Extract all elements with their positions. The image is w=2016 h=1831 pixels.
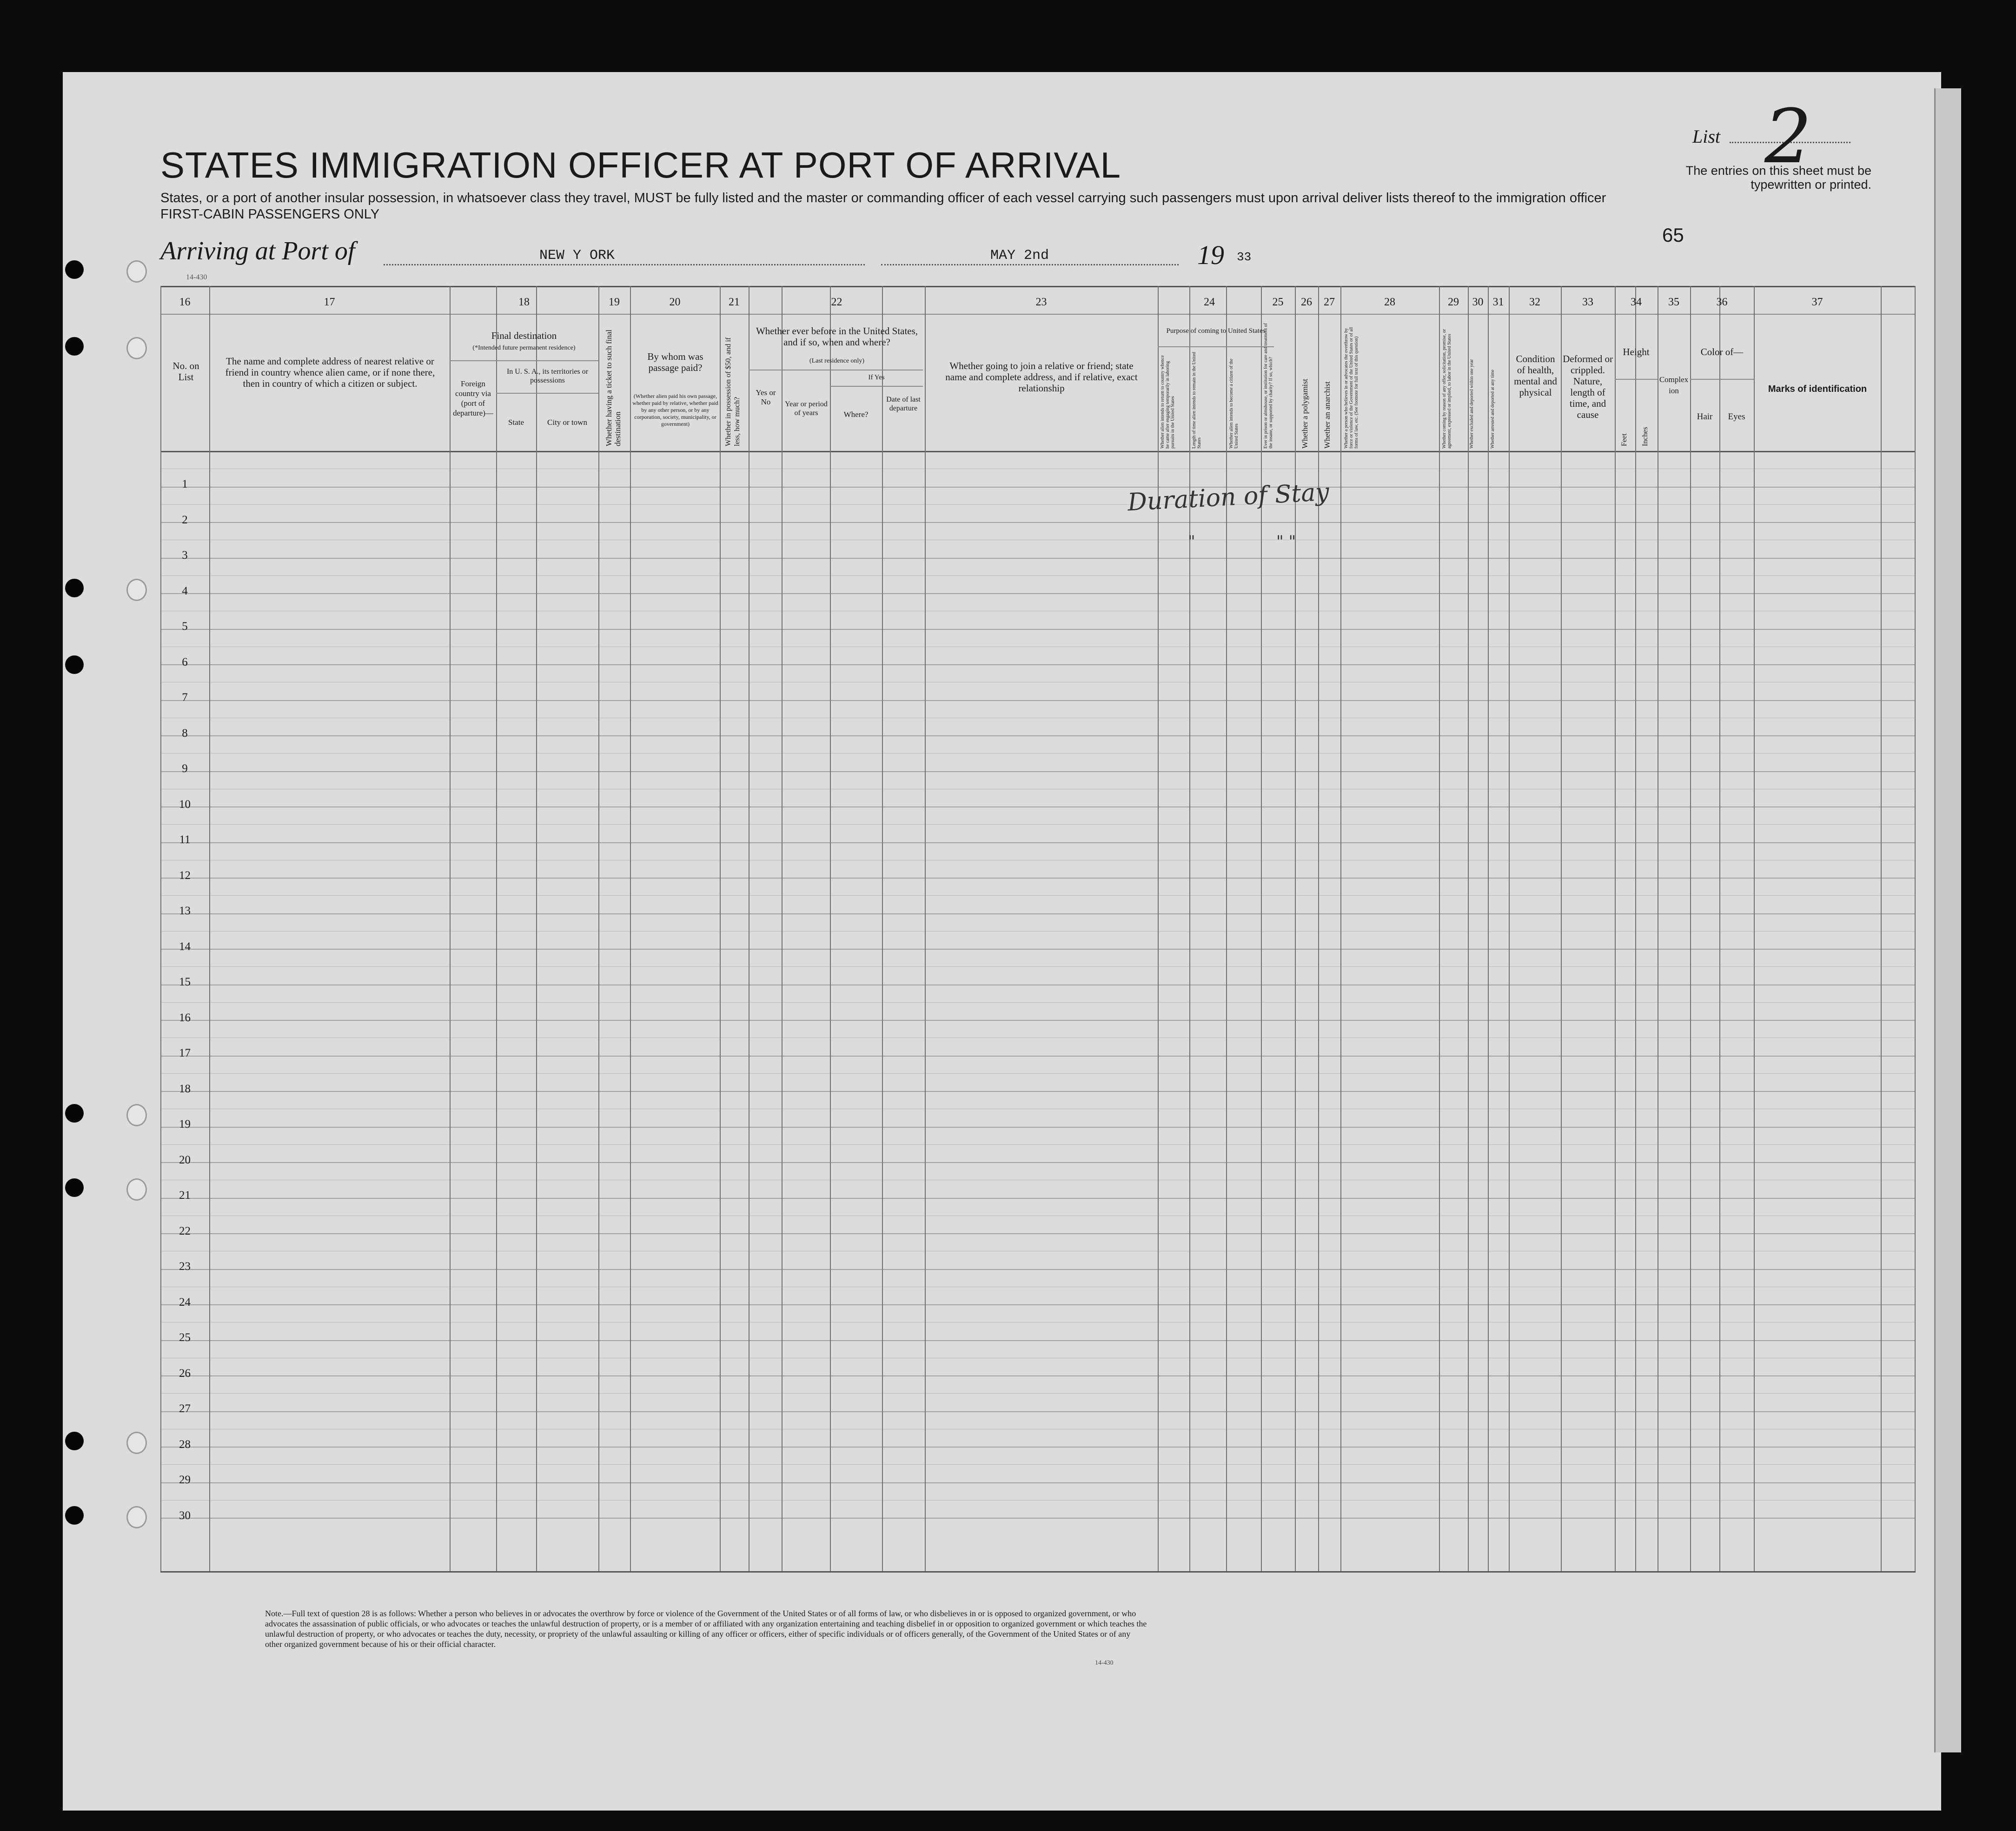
row-number: 26 (179, 1367, 191, 1380)
row-number: 21 (179, 1189, 191, 1202)
typewriter-note: The entries on this sheet must be typewritten or printed. (1685, 164, 1871, 192)
row-number: 19 (179, 1118, 191, 1130)
header-feet: Feet (1620, 433, 1628, 446)
header-where: Where? (843, 410, 869, 419)
port-field: NEW Y ORK (539, 248, 615, 264)
row-number: 4 (182, 584, 188, 597)
row-rule (160, 842, 1916, 843)
header-eyes: Eyes (1728, 412, 1745, 422)
row-number: 23 (179, 1260, 191, 1273)
column-number: 26 (1301, 296, 1312, 308)
header-purpose-length: Length of time alien intends to remain in the United States (1192, 351, 1202, 449)
row-rule (160, 878, 1916, 879)
header-yes-no: Yes or No (756, 388, 776, 406)
header-arrested: Whether arrested and deported at any time (1490, 370, 1495, 449)
row-number: 10 (179, 798, 191, 811)
manifest-table (160, 286, 1916, 1571)
footnote-form-code: 14-430 (1095, 1659, 1114, 1666)
column-number: 36 (1716, 296, 1728, 308)
header-excluded: Whether excluded and deported within one year (1469, 359, 1474, 449)
row-rule (160, 1056, 1916, 1057)
binder-hole (65, 260, 84, 279)
row-number: 18 (179, 1082, 191, 1095)
row-rule (160, 1091, 1916, 1092)
row-rule (160, 1198, 1916, 1199)
header-final-destination: Final destination (491, 330, 557, 341)
column-number: 22 (831, 296, 842, 308)
column-number: 30 (1472, 296, 1484, 308)
header-purpose-citizen: Whether alien intends to become a citizen of the United States (1229, 358, 1239, 449)
header-before-in-us: Whether ever before in the United States, and if so, when and where? (756, 325, 918, 348)
arriving-label: Arriving at Port of (160, 237, 355, 265)
binder-hole (65, 1178, 84, 1197)
row-rule (160, 522, 1916, 523)
binder-ring (126, 1432, 147, 1454)
guide-rule (160, 966, 1916, 967)
header-state: State (508, 418, 524, 427)
row-rule (160, 593, 1916, 594)
header-final-destination-note: (*Intended future permanent residence) (472, 344, 576, 351)
row-rule (160, 1340, 1916, 1341)
row-number: 3 (182, 549, 188, 562)
row-number: 30 (179, 1509, 191, 1522)
header-before-note: (Last residence only) (809, 357, 865, 364)
row-rule (160, 1482, 1916, 1483)
guide-rule (160, 1393, 1916, 1394)
header-inches: Inches (1641, 427, 1649, 446)
header-years: Year or period of years (785, 400, 828, 417)
row-rule (160, 1020, 1916, 1021)
row-number: 27 (179, 1402, 191, 1415)
date-field: MAY 2nd (990, 248, 1049, 264)
list-number: 2 (1764, 93, 1812, 180)
header-height: Height (1623, 346, 1650, 357)
header-nearest-relative: The name and complete address of nearest relative or friend in country whence alien came, or if none there, then in country of which a citizen or subject. (225, 356, 435, 389)
guide-rule (160, 1144, 1916, 1145)
header-color: Color of— (1700, 346, 1744, 357)
binder-ring (126, 260, 147, 283)
cabin-class-label: FIRST-CABIN PASSENGERS ONLY (160, 207, 380, 222)
guide-rule (160, 504, 1916, 505)
row-number: 6 (182, 655, 188, 668)
row-number: 24 (179, 1296, 191, 1309)
row-rule (160, 1233, 1916, 1234)
guide-rule (160, 931, 1916, 932)
header-passage-paid: By whom was passage paid? (647, 351, 703, 373)
header-city: City or town (547, 418, 587, 427)
row-number: 17 (179, 1047, 191, 1059)
row-number: 29 (179, 1474, 191, 1486)
guide-rule (160, 575, 1916, 576)
row-number: 20 (179, 1153, 191, 1166)
header-deformed: Deformed or crippled. Nature, length of time, and cause (1563, 353, 1613, 420)
column-number: 18 (518, 296, 530, 308)
row-number: 2 (182, 513, 188, 526)
row-number: 16 (179, 1011, 191, 1024)
column-number: 17 (324, 296, 335, 308)
binder-hole (65, 579, 84, 597)
guide-rule (160, 1002, 1916, 1003)
instructions-text: States, or a port of another insular possession, in whatsoever class they travel, MUST be fully listed and the master or commanding officer of each vessel carrying such passengers must upon arrival deliver lists thereof to the immigration officer (160, 191, 1606, 205)
port-field-line (384, 264, 865, 265)
column-number: 23 (1035, 296, 1047, 308)
sheet-number: 65 (1662, 224, 1684, 246)
binder-ring (126, 1178, 147, 1201)
year-prefix: 19 (1197, 240, 1224, 270)
row-rule (160, 487, 1916, 488)
binder-hole (65, 1506, 84, 1525)
column-number: 29 (1448, 296, 1459, 308)
header-passage-note: (Whether alien paid his own passage, whether paid by relative, whether paid by any other person, or by any corporation, society, municipality, or government) (632, 393, 718, 427)
header-no-on-list: No. on List (172, 360, 199, 383)
binder-hole (65, 1104, 84, 1123)
row-rule (160, 1127, 1916, 1128)
row-number: 9 (182, 762, 188, 775)
row-number: 5 (182, 620, 188, 633)
row-rule (160, 913, 1916, 914)
header-in-usa: In U. S. A., its territories or possessions (506, 368, 589, 384)
footnote: Note.—Full text of question 28 is as follows: Whether a person who believes in or advocates the overthrow by force or violence of the Government of the United States or of all forms of law, or who disbelieves in or is opposed to organized government, or who advocates the assassination of public officials, or who advocates or teaches the unlawful destruction of property, or is a member of or affiliated with any organization entertaining and teaching disbelief in or opposition to organized government or which teaches the unlawful destruction of property, or who advocates or teaches the duty, necessity, or propriety of the unlawful assaulting or killing of any officer or officers, either of specific individuals or of officers generally, of the Government of the United States or of any other organized government because of his or their official character. (265, 1609, 1147, 1649)
row-number: 14 (179, 940, 191, 953)
guide-rule (160, 824, 1916, 825)
row-rule (160, 1269, 1916, 1270)
row-rule (160, 1518, 1916, 1519)
column-number: 33 (1582, 296, 1593, 308)
row-rule (160, 806, 1916, 807)
header-if-yes: If Yes (868, 374, 885, 381)
row-rule (160, 735, 1916, 736)
row-number: 22 (179, 1224, 191, 1237)
row-rule (160, 1411, 1916, 1412)
row-number: 12 (179, 869, 191, 882)
header-purpose-return: Whether alien intends to return to country whence he came after engaging temporarily in laboring pursuits in the United States (1160, 355, 1175, 449)
row-number: 11 (179, 833, 191, 846)
guide-rule (160, 1073, 1916, 1074)
header-anarchist: Whether an anarchist (1323, 381, 1332, 449)
header-last-departure: Date of last departure (886, 396, 921, 412)
sheet-edge (1934, 88, 1961, 1752)
binder-ring (126, 579, 147, 601)
guide-rule (160, 753, 1916, 754)
column-number: 16 (179, 296, 191, 308)
list-label: List (1692, 126, 1721, 147)
row-rule (160, 664, 1916, 665)
column-number: 31 (1492, 296, 1504, 308)
header-marks: Marks of identification (1768, 384, 1867, 394)
column-number: 28 (1384, 296, 1395, 308)
column-number: 32 (1529, 296, 1540, 308)
row-number: 8 (182, 727, 188, 740)
header-foreign-country: Foreign country via (port of departure)— (453, 379, 493, 417)
column-number: 20 (669, 296, 681, 308)
row-rule (160, 700, 1916, 701)
column-number: 34 (1631, 296, 1642, 308)
header-prison: Ever in prison or almshouse, or institution for care and treatment of the insane, or supported by charity? If so, which? (1263, 323, 1273, 449)
row-rule (160, 1447, 1916, 1448)
column-number: 37 (1811, 296, 1823, 308)
row-number: 13 (179, 905, 191, 917)
binder-ring (126, 1104, 147, 1126)
column-number: 21 (729, 296, 740, 308)
row-rule (160, 771, 1916, 772)
header-health: Condition of health, mental and physical (1514, 353, 1557, 398)
column-number: 25 (1272, 296, 1284, 308)
binder-hole (65, 1432, 84, 1450)
handwritten-annotation: Duration of Stay (1127, 478, 1330, 517)
row-number: 25 (179, 1331, 191, 1344)
column-number: 24 (1204, 296, 1215, 308)
binder-hole (65, 337, 84, 356)
binder-ring (126, 337, 147, 359)
header-overthrow: Whether a person who believes in or advocates the overthrow by force or violence of the Government of the United States or of all forms of law, etc. (See footnote for full text of this question) (1344, 327, 1359, 449)
ditto-mark: " " (1276, 532, 1296, 551)
row-number: 1 (182, 478, 188, 490)
header-money: Whether in possession of $50, and if less, how much? (724, 337, 741, 446)
form-code: 14-430 (186, 273, 207, 281)
header-complexion: Complexion (1659, 375, 1689, 395)
row-rule (160, 1375, 1916, 1376)
row-rule (160, 949, 1916, 950)
header-labor-offer: Whether coming by reason of any offer, solicitation, promise, or agreement, expressed or implied, to labor in the United States (1442, 329, 1452, 449)
header-hair: Hair (1697, 412, 1713, 422)
column-number: 19 (609, 296, 620, 308)
header-ticket: Whether having a ticket to such final destination (604, 329, 622, 446)
binder-ring (126, 1506, 147, 1528)
row-number: 7 (182, 691, 188, 704)
page-title: STATES IMMIGRATION OFFICER AT PORT OF ARRIVAL (160, 145, 1121, 185)
row-rule (160, 558, 1916, 559)
date-field-line (881, 264, 1179, 265)
year-suffix: 33 (1237, 250, 1252, 264)
row-rule (160, 1304, 1916, 1305)
header-join-relative: Whether going to join a relative or friend; state name and complete address, and if relative, exact relationship (945, 360, 1138, 394)
column-number: 27 (1324, 296, 1335, 308)
guide-rule (160, 895, 1916, 896)
row-rule (160, 629, 1916, 630)
guide-rule (160, 1464, 1916, 1465)
row-rule (160, 1162, 1916, 1163)
binder-hole (65, 655, 84, 674)
row-number: 28 (179, 1438, 191, 1451)
ditto-mark: " (1188, 532, 1195, 551)
header-purpose: Purpose of coming to United States (1166, 327, 1266, 335)
header-polygamist: Whether a polygamist (1300, 378, 1309, 449)
row-number: 15 (179, 976, 191, 988)
column-number: 35 (1668, 296, 1679, 308)
